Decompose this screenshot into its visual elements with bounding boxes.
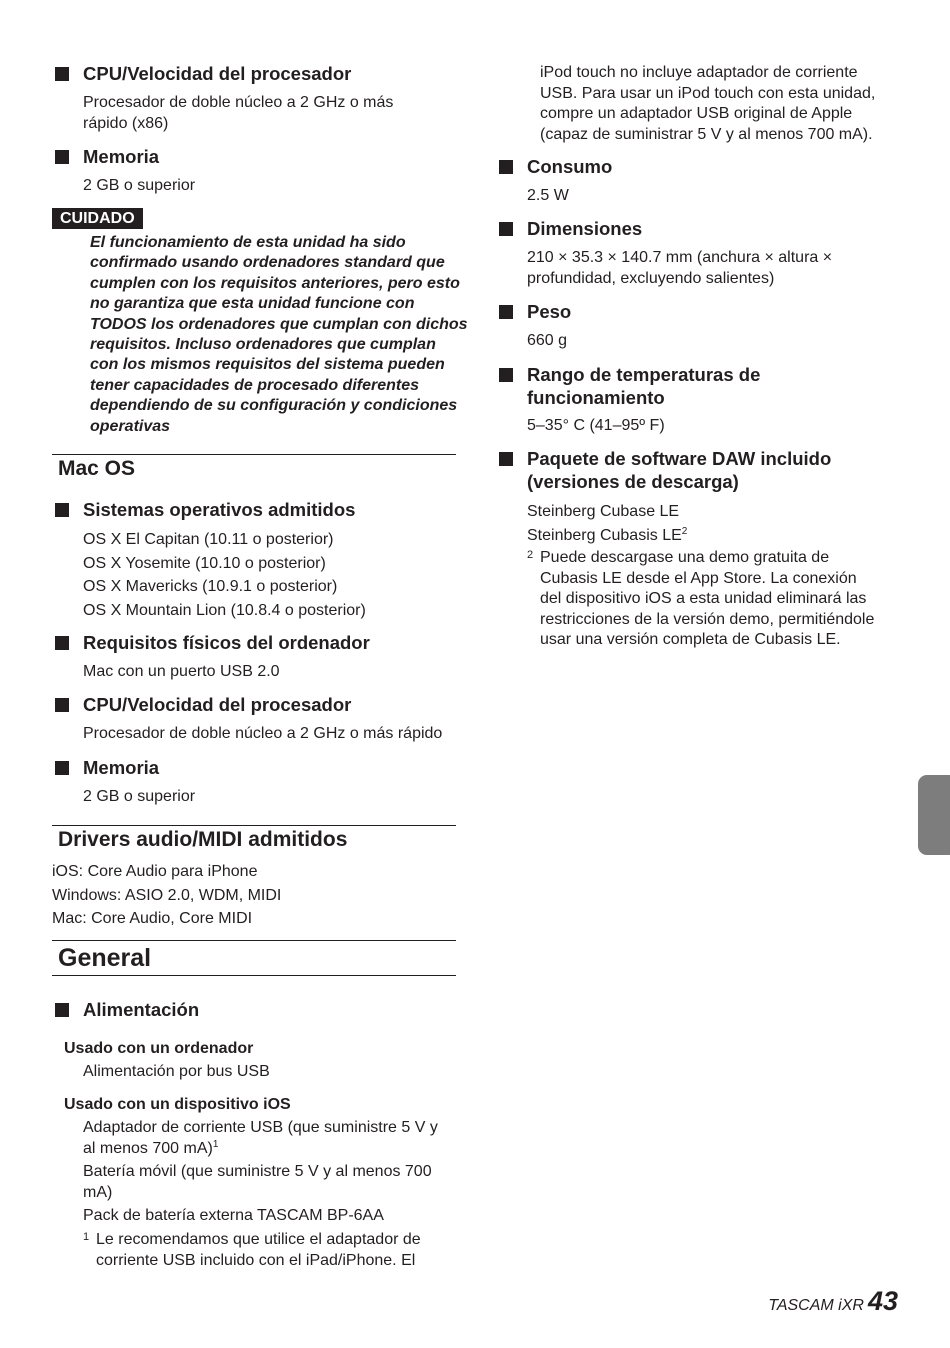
footnote-2: 2 Puede descargase una demo gratuita de Cubasis LE desde el App Store. La conexión del dispositivo iOS a esta unidad eliminará las restricciones de la versión demo, permitiéndole usar una versión completa de Cubasis LE. <box>496 548 916 651</box>
list-item: Steinberg Cubasis $LE^2$ <box>527 525 688 544</box>
caution-text: El funcionamiento de esta unidad ha sido confirmado usando ordenadores standard que cumplen con los requisitos anteriores, pero esto no garantiza que esta unidad funcione con TODOS los ordenadores que cumplan con dichos requisitos. Incluso ordenadores que cumplan con los mismos requisitos del sistema pueden tener capacidades de procesado diferentes dependiendo de su configuración y condiciones operativas <box>90 234 468 435</box>
page-number: 43 <box>867 1286 898 1316</box>
square-bullet-icon <box>499 452 513 466</box>
section-temperature-title: Rango de temperaturas de funcionamiento <box>496 363 760 409</box>
section-consumption-title: Consumo <box>496 155 612 178</box>
section-mac-hw-title: Requisitos físicos del ordenador <box>52 631 487 654</box>
subheading-ios-device: Usado con un dispositivo iOS <box>64 1096 291 1113</box>
section-mac-memory-title: Memoria <box>52 756 159 779</box>
list-item: Steinberg Cubase LE <box>527 503 680 520</box>
dimensions-text: 210 × 35.3 × 140.7 mm (anchura × altura × profundidad, excluyendo salientes) <box>527 249 833 287</box>
computer-power-text: Alimentación por bus USB <box>83 1063 270 1080</box>
mac-memory-text: 2 GB o superior <box>83 788 196 805</box>
footer-brand: TASCAM iXR <box>768 1297 864 1314</box>
left-column <box>52 0 468 1269</box>
footnote-mark: 1 <box>83 1231 90 1243</box>
caution-label: CUIDADO <box>52 208 143 229</box>
footnote-1: 1 Le recomendamos que utilice el adaptador de corriente USB incluido con el iPad/iPhone. El <box>52 1230 456 1271</box>
ios-power-item-1: Adaptador de corriente USB (que suministre 5 V y al menos 700 mA)$^1$ <box>83 1119 438 1157</box>
square-bullet-icon <box>55 503 69 517</box>
mac-cpu-text: Procesador de doble núcleo a 2 GHz o más rápido <box>83 725 443 742</box>
daw-list <box>496 500 687 547</box>
memory-windows-text: 2 GB o superior <box>83 177 196 194</box>
temperature-text: 5–35° C (41–95º F) <box>527 417 665 434</box>
consumption-text: 2.5 W <box>527 187 569 204</box>
section-daw-title: Paquete de software DAW incluido (versiones de descarga) <box>496 447 831 493</box>
list-item: OS X Yosemite (10.10 o posterior) <box>83 554 326 572</box>
heading-general: General <box>52 940 456 976</box>
ios-power-item-3: Pack de batería externa TASCAM BP-6AA <box>83 1207 384 1224</box>
list-item: Mac: Core Audio, Core MIDI <box>52 910 253 927</box>
square-bullet-icon <box>55 1003 69 1017</box>
mac-hw-text: Mac con un puerto USB 2.0 <box>83 663 280 680</box>
section-mac-cpu-title: CPU/Velocidad del procesador <box>52 693 487 716</box>
square-bullet-icon <box>499 305 513 319</box>
square-bullet-icon <box>499 222 513 236</box>
square-bullet-icon <box>55 636 69 650</box>
list-item: OS X Mountain Lion (10.8.4 o posterior) <box>83 601 366 619</box>
section-memory-windows-title: Memoria <box>52 145 159 168</box>
square-bullet-icon <box>55 150 69 164</box>
weight-text: 660 g <box>527 332 568 349</box>
right-column <box>496 0 916 648</box>
square-bullet-icon <box>55 698 69 712</box>
mac-os-list <box>52 528 366 622</box>
section-cpu-windows-title: CPU/Velocidad del procesador <box>52 62 487 85</box>
square-bullet-icon <box>55 67 69 81</box>
list-item: OS X Mavericks (10.9.1 o posterior) <box>83 578 338 595</box>
square-bullet-icon <box>499 368 513 382</box>
subheading-computer: Usado con un ordenador <box>64 1040 254 1057</box>
page-footer <box>768 1286 898 1317</box>
footnote-1-continued: iPod touch no incluye adaptador de corriente USB. Para usar un iPod touch con esta unidad, compre un adaptador USB original de Apple (capaz de suministrar 5 V y al menos 700 mA). <box>540 64 876 143</box>
heading-drivers: Drivers audio/MIDI admitidos <box>52 825 456 854</box>
drivers-list <box>52 860 281 931</box>
section-weight-title: Peso <box>496 300 571 323</box>
footnote-ref: 1 <box>212 1138 219 1150</box>
square-bullet-icon <box>499 160 513 174</box>
footnote-mark: 2 <box>527 549 534 561</box>
heading-mac-os: Mac OS <box>52 454 456 483</box>
footnote-ref: 2 <box>681 525 688 537</box>
list-item: iOS: Core Audio para iPhone <box>52 863 258 880</box>
square-bullet-icon <box>55 761 69 775</box>
section-mac-os-supported-title: Sistemas operativos admitidos <box>52 498 487 521</box>
ios-power-item-2: Batería móvil (que suministre 5 V y al menos 700 mA) <box>83 1163 432 1201</box>
list-item: Windows: ASIO 2.0, WDM, MIDI <box>52 886 282 904</box>
cpu-windows-text: Procesador de doble núcleo a 2 GHz o más rápido (x86) <box>83 94 394 132</box>
list-item: OS X El Capitan (10.11 o posterior) <box>83 531 334 548</box>
chapter-tab <box>918 775 950 855</box>
section-dimensions-title: Dimensiones <box>496 217 642 240</box>
section-power-title: Alimentación <box>52 998 199 1021</box>
